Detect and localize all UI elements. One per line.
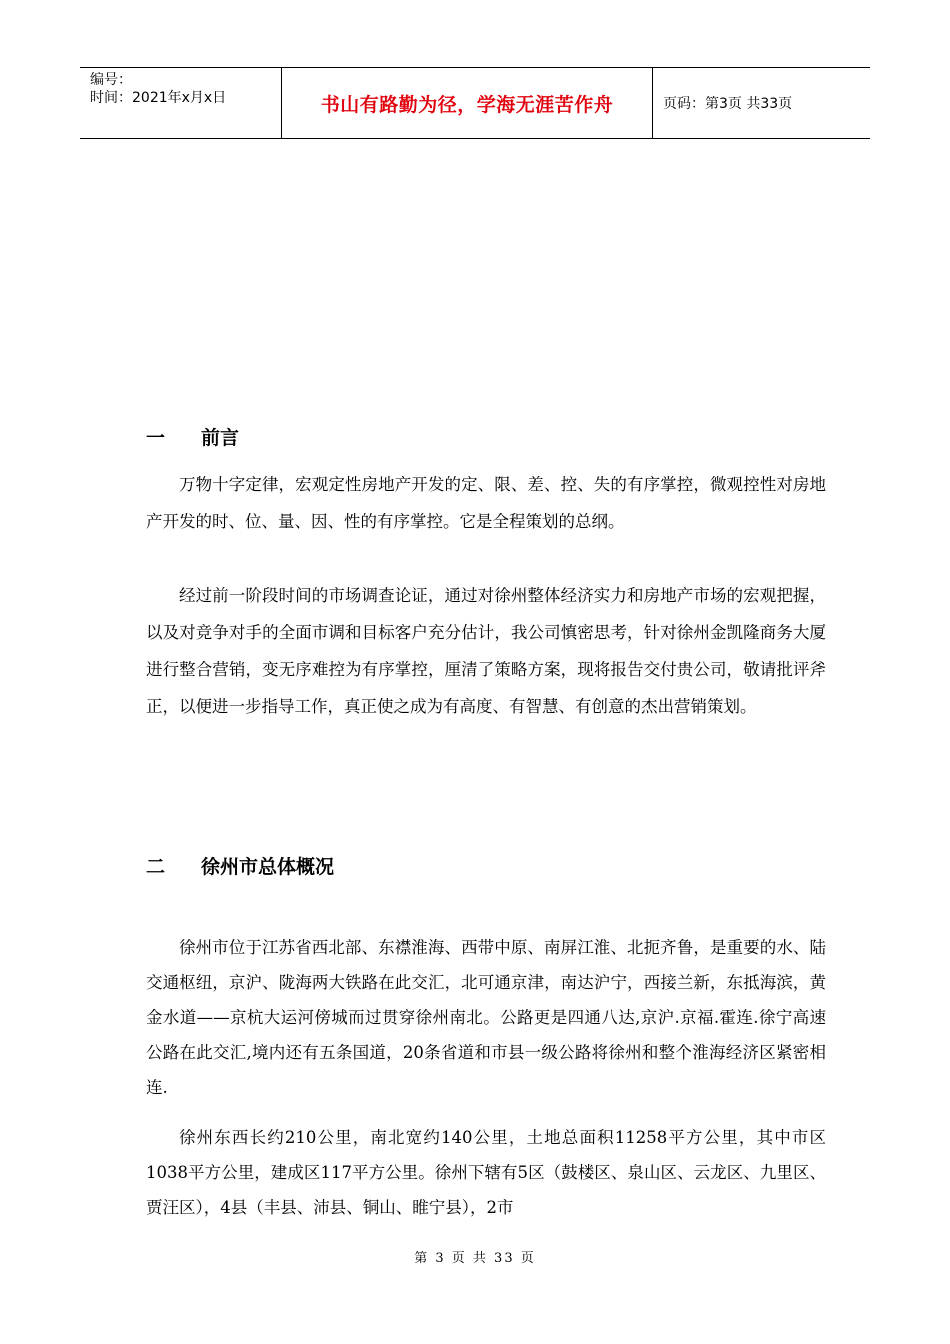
section-title [146, 423, 239, 450]
header-page-info: 页码：第3页 共33页 [663, 96, 793, 112]
header-meta [80, 68, 281, 138]
paragraph: 徐州东西长约210公里，南北宽约140公里，土地总面积11258平方公里，其中市区1038平方公里，建成区117平方公里。徐州下辖有5区（鼓楼区、泉山区、云龙区、九里区、贾汪区），4县（丰县、沛县、铜山、睢宁县），2市 [146, 1128, 826, 1217]
paragraph: 万物十字定律，宏观定性房地产开发的定、限、差、控、失的有序掌控，微观控性对房地产开发的时、位、量、因、性的有序掌控。它是全程策划的总纲。 [146, 475, 826, 531]
section-heading: 前言 [201, 427, 240, 449]
section-title [146, 852, 334, 879]
section-number: 二 [146, 856, 166, 878]
header-number: 编号： [90, 72, 132, 88]
header-motto: 书山有路勤为径，学海无涯苦作舟 [281, 68, 653, 138]
page-header [80, 67, 870, 139]
paragraph: 经过前一阶段时间的市场调查论证，通过对徐州整体经济实力和房地产市场的宏观把握，以及对竞争对手的全面市调和目标客户充分估计，我公司慎密思考，针对徐州金凯隆商务大厦进行整合营销，变无序难控为有序掌控，厘清了策略方案，现将报告交付贵公司，敬请批评斧正，以便进一步指导工作，真正使之成为有高度、有智慧、有创意的杰出营销策划。 [146, 586, 826, 716]
header-time: 时间：2021年x月x日 [90, 90, 227, 106]
section-number: 一 [146, 427, 166, 449]
paragraph: 徐州市位于江苏省西北部、东襟淮海、西带中原、南屏江淮、北扼齐鲁，是重要的水、陆交通枢纽，京沪、陇海两大铁路在此交汇，北可通京津，南达沪宁，西接兰新，东抵海滨，黄金水道——京杭大运河傍城而过贯穿徐州南北。公路更是四通八达,京沪.京福.霍连.徐宁高速公路在此交汇,境内还有五条国道，20条省道和市县一级公路将徐州和整个淮海经济区紧密相连. [146, 938, 826, 1097]
section-heading: 徐州市总体概况 [201, 856, 335, 878]
page-footer: 第 3 页 共 33 页 [414, 1251, 536, 1266]
